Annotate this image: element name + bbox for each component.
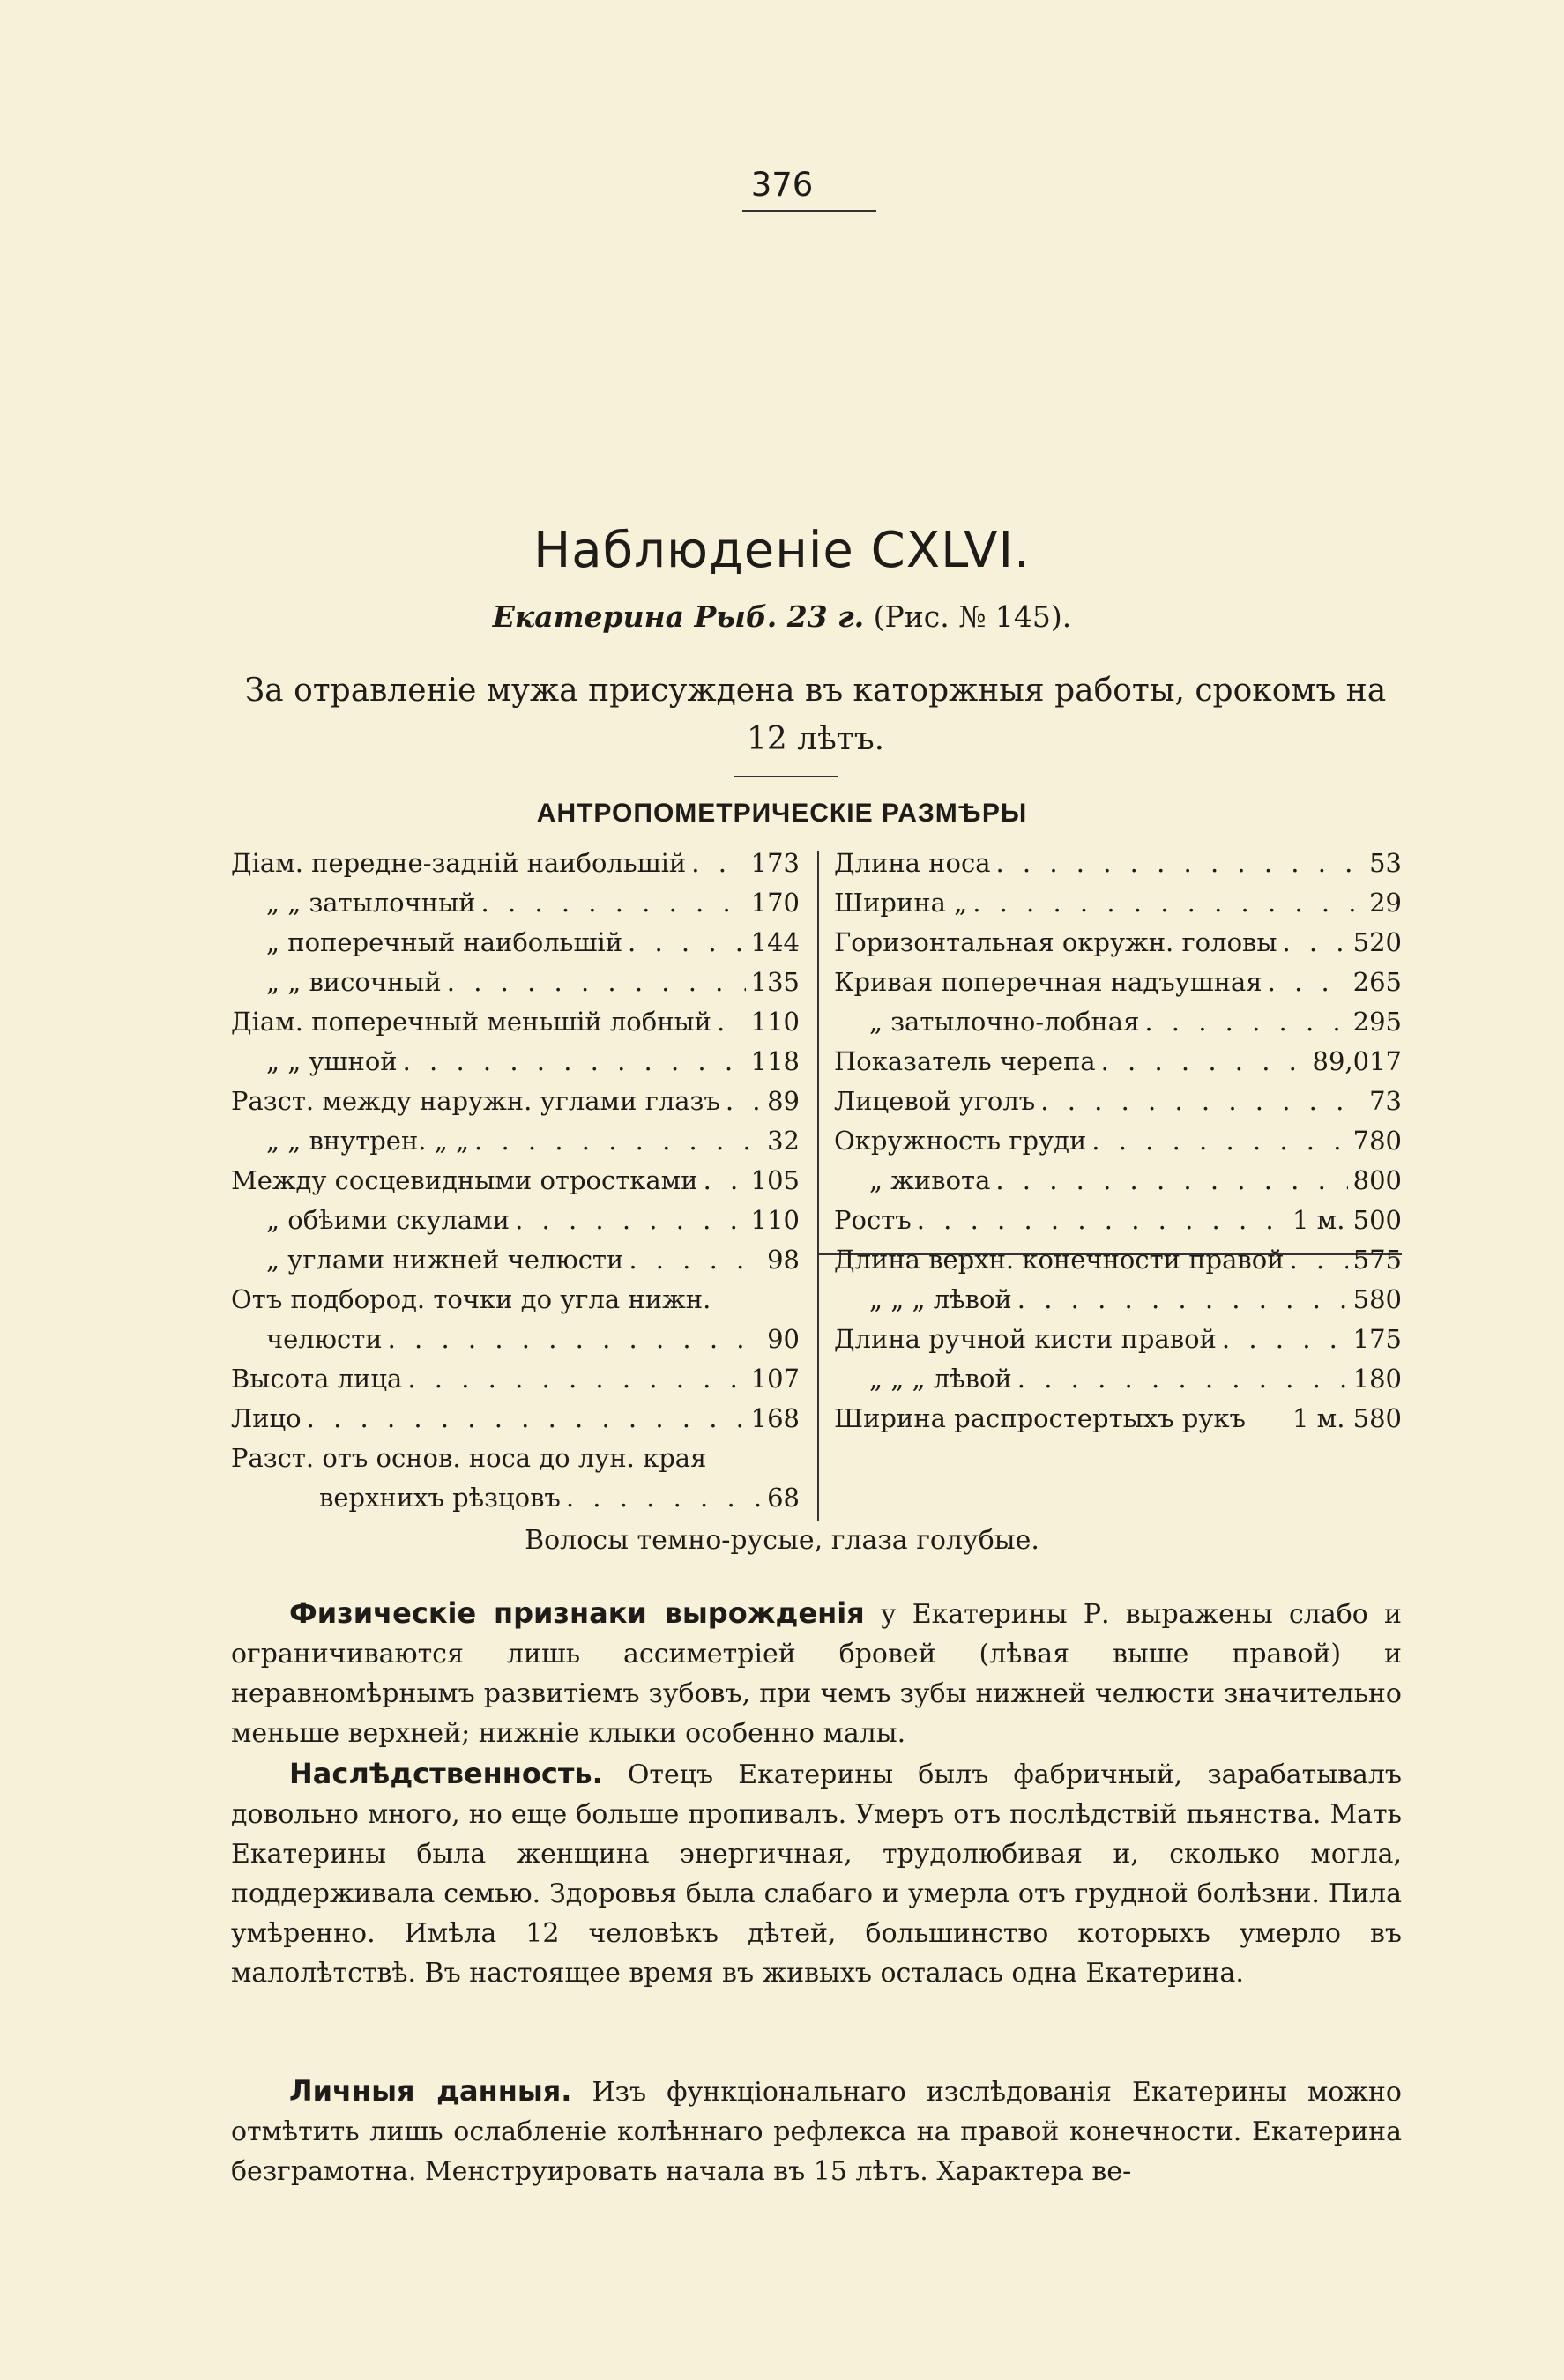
column-divider — [817, 851, 819, 1521]
paragraph-text: Отецъ Екатерины былъ фабричный, зарабатывалъ довольно много, но еще больше пропивалъ. Умеръ отъ послѣдствій пьянства. Мать Екатерины была женщина энергичная, трудолюбивая и, сколько могла, поддерживала семью. Здоровья была слабаго и умерла отъ грудной болѣзни. Пила умѣренно. Имѣла 12 человѣкъ дѣтей, большинство которыхъ умерло въ малолѣтствѣ. Въ настоящее время въ живыхъ осталась одна Екатерина. — [231, 1759, 1402, 1989]
section-heading: АНТРОПОМЕТРИЧЕСКІЕ РАЗМѢРЫ — [536, 799, 1028, 828]
measurement-row: Діам. передне-задній наибольшій . . . 173 — [231, 844, 800, 883]
section-divider — [734, 776, 838, 777]
paragraph-heading: Личныя данныя. — [289, 2074, 572, 2108]
measurement-row: Діам. поперечный меньшій лобный . . . 110 — [231, 1002, 800, 1042]
paragraph-personal-data — [231, 2071, 1402, 2191]
measurement-row: Длина носа . . . 53 — [834, 844, 1402, 883]
measurement-row: Ширина распростертыхъ рукъ 1 м. 580 — [834, 1403, 1402, 1433]
measurement-row: челюсти . . . 90 — [231, 1320, 800, 1359]
paragraph-degeneration — [231, 1594, 1402, 1753]
measurement-row: „ поперечный наибольшій . . . 144 — [231, 923, 800, 963]
measurement-row: „ „ височный . . . 135 — [231, 963, 800, 1002]
left-measurements-column — [231, 844, 800, 1518]
observation-title: Наблюденіе CXLVI. — [533, 522, 1031, 579]
measurement-row: „ „ затылочный . . . 170 — [231, 883, 800, 923]
measurement-row: Между сосцевидными отростками . . . 105 — [231, 1161, 800, 1201]
measurement-row: Горизонтальная окружн. головы . . . 520 — [834, 923, 1402, 963]
measurement-row: Окружность груди . . . 780 — [834, 1121, 1402, 1161]
measurement-row: „ углами нижней челюсти . . . 98 — [231, 1240, 800, 1280]
measurement-row: Лицевой уголъ . . . 73 — [834, 1082, 1402, 1121]
figure-reference: (Рис. № 145). — [873, 599, 1072, 634]
measurement-row: Разст. между наружн. углами глазъ . . . 89 — [231, 1082, 800, 1121]
measurement-row: Длина ручной кисти правой . . . 175 — [834, 1320, 1402, 1359]
measurement-row: Ростъ . . . 1 м. 500 — [834, 1201, 1402, 1240]
measurement-row: Отъ подбород. точки до угла нижн. — [231, 1284, 711, 1314]
measurement-row: „ „ внутрен. „ „ . . . 32 — [231, 1121, 800, 1161]
measurement-row: Высота лица . . . 107 — [231, 1359, 800, 1399]
paragraph-text: Изъ функціональнаго изслѣдованія Екатерины можно отмѣтить лишь ослабленіе колѣннаго рефлекса на правой конечности. Екатерина безграмотна. Менструировать начала въ 15 лѣтъ. Характера ве- — [231, 2077, 1402, 2187]
measurement-row: Кривая поперечная надъушная . . . 265 — [834, 963, 1402, 1002]
paragraph-heading: Наслѣдственность. — [289, 1757, 603, 1790]
page-number: 376 — [750, 166, 814, 204]
measurement-row: „ обѣими скулами . . . 110 — [231, 1201, 800, 1240]
sentence-text: За отравленіе мужа присуждена въ каторжныя работы, срокомъ на 12 лѣтъ. — [244, 673, 1387, 757]
measurement-row: Длина верхн. конечности правой . . . 575 — [834, 1240, 1402, 1280]
measurement-row: „ затылочно-лобная . . . 295 — [834, 1002, 1402, 1042]
measurement-row: Разст. отъ основ. носа до лун. края — [231, 1443, 707, 1473]
right-measurements-column — [834, 844, 1402, 1439]
hair-eyes-note: Волосы темно-русые, глаза голубые. — [525, 1525, 1039, 1556]
paragraph-heading: Физическіе признаки вырожденія — [289, 1596, 865, 1630]
paragraph-text: у Екатерины Р. выражены слабо и ограничиваются лишь ассиметріей бровей (лѣвая выше правой) и неравномѣрнымъ развитіемъ зубовъ, при чемъ зубы нижней челюсти значительно меньше верхней; нижніе клыки особенно малы. — [231, 1599, 1402, 1749]
measurement-row: Лицо . . . 168 — [231, 1399, 800, 1439]
measurement-row: „ „ „ лѣвой . . . 580 — [834, 1280, 1402, 1320]
paragraph-heredity — [231, 1754, 1402, 1993]
subject-name: Екатерина Рыб. 23 г. — [492, 599, 865, 634]
page-number-rule — [742, 210, 876, 212]
measurement-row: Показатель черепа . . . 89,017 — [834, 1042, 1402, 1082]
measurement-row: „ живота . . . 800 — [834, 1161, 1402, 1201]
subject-line — [0, 599, 1564, 634]
measurement-row: „ „ „ лѣвой . . . 180 — [834, 1359, 1402, 1399]
measurement-row: верхнихъ рѣзцовъ . . . 68 — [231, 1478, 800, 1518]
measurement-row: Ширина „ . . . 29 — [834, 883, 1402, 923]
measurement-row: „ „ ушной . . . 118 — [231, 1042, 800, 1082]
